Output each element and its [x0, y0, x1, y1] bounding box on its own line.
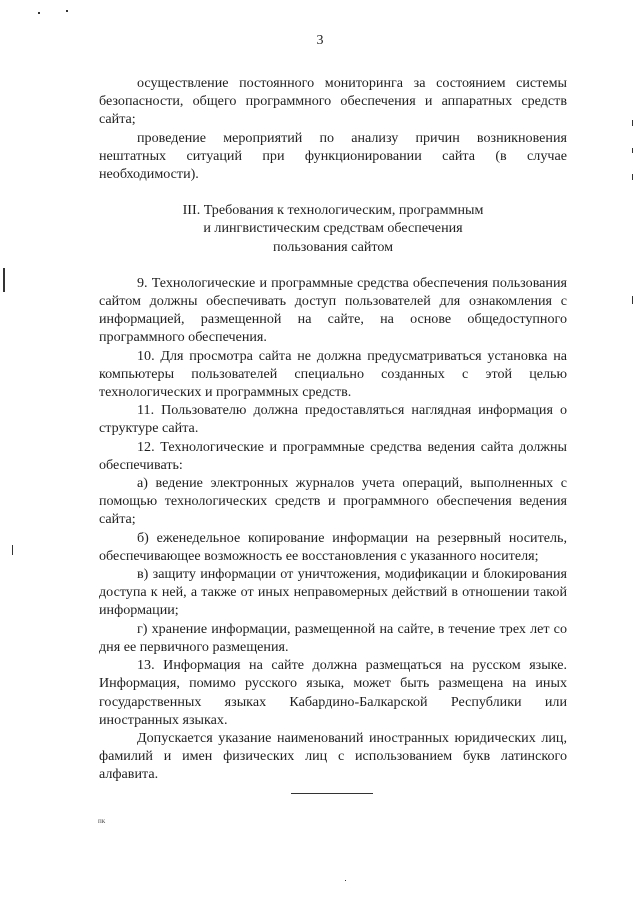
scan-speck — [632, 296, 633, 304]
closing-rule — [291, 793, 373, 794]
paragraph: 11. Пользователю должна предоставляться наглядная информация о структуре сайта. — [99, 402, 567, 437]
page-number: 3 — [316, 33, 324, 48]
scan-speck — [66, 10, 68, 12]
list-item: а) ведение электронных журналов учета операций, выполненных с помощью технологических средств и программного обеспечения ведения сайта; — [99, 475, 567, 528]
footer-mark: пк — [98, 817, 106, 825]
paragraph: осуществление постоянного мониторинга за состоянием системы безопасности, общего программного обеспечения и аппаратных средств сайта; — [99, 75, 567, 128]
scan-speck — [632, 174, 633, 180]
section-heading-line: III. Требования к технологическим, программным — [182, 202, 484, 219]
list-item: б) еженедельное копирование информации на резервный носитель, обеспечивающее возможность ее восстановления с указанного носителя; — [99, 529, 567, 564]
scan-speck — [3, 268, 5, 292]
section-heading-line: пользования сайтом — [272, 238, 394, 255]
paragraph: Допускается указание наименований иностранных юридических лиц, фамилий и имен физических лиц с использованием букв латинского алфавита. — [99, 729, 567, 783]
paragraph: 12. Технологические и программные средства ведения сайта должны обеспечивать: — [99, 438, 567, 473]
scan-speck — [38, 12, 40, 14]
list-item: в) защиту информации от уничтожения, модификации и блокирования доступа к ней, а также от иных неправомерных действий в отношении такой информации; — [99, 566, 567, 619]
paragraph: 9. Технологические и программные средства обеспечения пользования сайтом должны обеспечивать доступ пользователей для ознакомления с информацией, размещенной на сайте, на основе общедоступного программного обеспечения. — [99, 274, 567, 346]
section-heading-line: и лингвистическим средствам обеспечения — [203, 220, 463, 237]
paragraph: 10. Для просмотра сайта не должна предусматриваться установка на компьютеры пользователей специально созданных с этой целью технологических и программных средств. — [99, 347, 567, 401]
section-heading — [99, 201, 567, 256]
paragraph: проведение мероприятий по анализу причин возникновения нештатных ситуаций при функционировании сайта (в случае необходимости). — [99, 129, 567, 183]
scan-speck — [632, 148, 633, 153]
scan-speck — [345, 880, 346, 881]
paragraph: 13. Информация на сайте должна размещаться на русском языке. Информация, помимо русского языка, может быть размещена на иных государственных языках Кабардино-Балкарской Республики или иностранных языках. — [99, 657, 567, 728]
scan-speck — [632, 120, 633, 126]
list-item: г) хранение информации, размещенной на сайте, в течение трех лет со дня ее первичного размещения. — [99, 620, 567, 655]
scan-speck — [12, 545, 13, 555]
document-body — [99, 74, 567, 784]
